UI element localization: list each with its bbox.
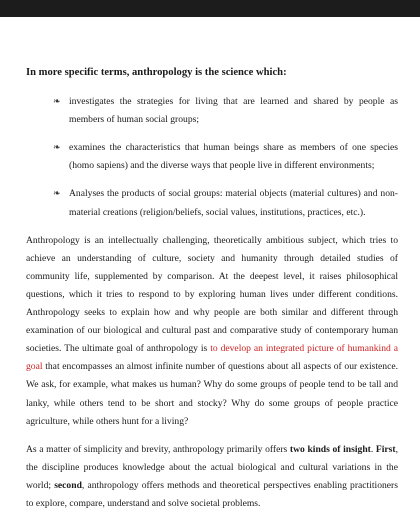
paragraph-two-insights	[26, 441, 398, 513]
para-text: , the discipline produces knowledge about the actual biological and cultural variations in the world;	[26, 443, 399, 491]
paragraph-anthropology-definition	[26, 232, 398, 431]
bullet-text: investigates the strategies for living that are learned and shared by people as members of human social groups;	[69, 96, 398, 126]
para-text: , anthropology offers methods and theoretical perspectives enabling practitioners to explore, compare, understand and solve societal problems.	[26, 479, 398, 509]
bullet-list	[26, 93, 398, 222]
top-rule	[0, 0, 420, 17]
list-item	[26, 93, 398, 129]
section-heading: In more specific terms, anthropology is the science which:	[26, 67, 287, 78]
para-text: As a matter of simplicity and brevity, anthropology primarily offers	[26, 443, 290, 455]
para-text: Anthropology is an intellectually challenging, theoretically ambitious subject, which tries to achieve an understanding of culture, society and humanity through detailed studies of community life, supplemented by comparison. At the deepest level, it raises philosophical questions, which it tries to respond to by exploring human lives under different conditions. Anthropology seeks to explain how and why people are both similar and different through examination of our biological and cultural past and comparative study of contemporary human societies. The ultimate goal of anthropology is	[26, 234, 398, 355]
ornament-bullet-icon: ❧	[53, 143, 61, 154]
para-text: .	[370, 443, 376, 455]
para-text: that encompasses an almost infinite number of questions about all aspects of our existence. We ask, for example, what makes us human? Why do some groups of people tend to be tall and lanky, while others tend to be short and stocky? Why do some groups of people practice agriculture, while others hunt for a living?	[26, 361, 398, 427]
highlighted-goal-text: to develop an integrated picture of humankind a goal	[26, 343, 398, 373]
list-item	[26, 139, 398, 175]
document-page	[26, 64, 398, 523]
bullet-text: Analyses the products of social groups: material objects (material cultures) and non-material creations (religion/beliefs, social values, institutions, practices, etc.).	[69, 188, 398, 218]
bold-term: two kinds of insight	[289, 443, 371, 455]
bold-term: First	[375, 443, 396, 455]
bold-term: second	[54, 479, 82, 491]
ornament-bullet-icon: ❧	[53, 189, 61, 200]
bullet-text: examines the characteristics that human beings share as members of one species (homo sapiens) and the diverse ways that people live in different environments;	[69, 142, 398, 172]
ornament-bullet-icon: ❧	[53, 97, 61, 108]
list-item	[26, 185, 398, 221]
